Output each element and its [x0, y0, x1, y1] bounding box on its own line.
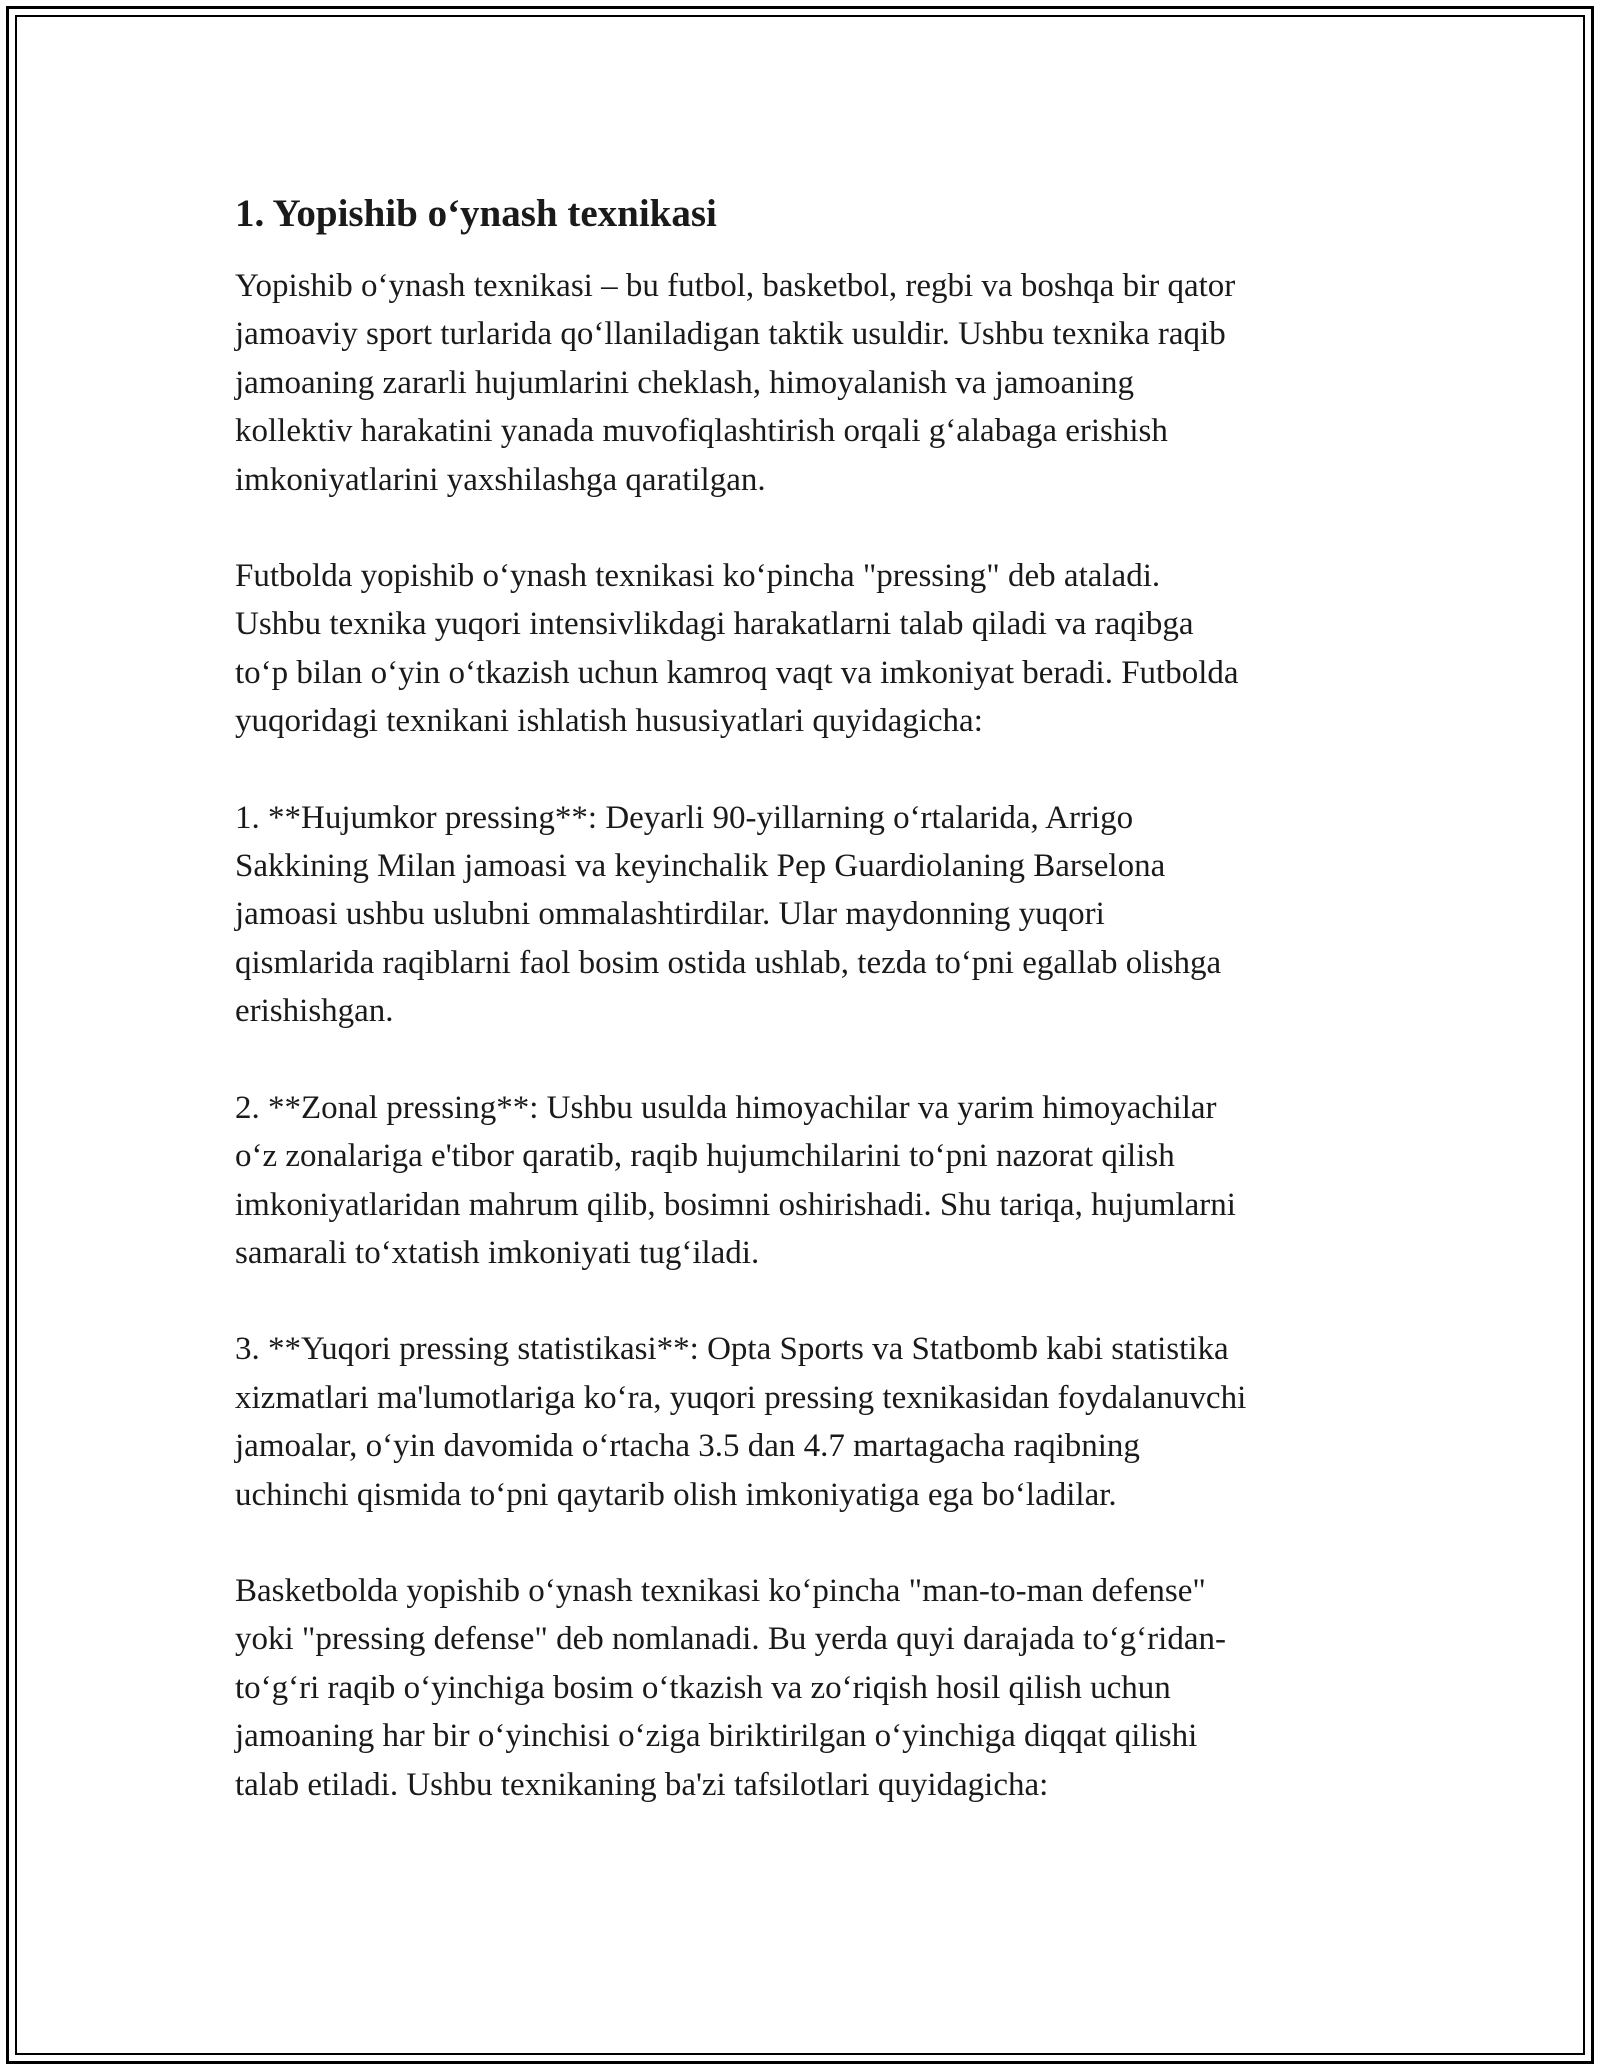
- football-pressing-paragraph: Futbolda yopishib o‘ynash texnikasi ko‘pincha "pressing" deb ataladi. Ushbu texnika yuqori intensivlikdagi harakatlarni talab qiladi va raqibga to‘p bilan o‘yin o‘tkazish uchun kamroq vaqt va imkoniyat beradi. Futbolda yuqoridagi texnikani ishlatish hususiyatlari quyidagicha:: [235, 558, 1239, 740]
- list-item-offensive-pressing: 1. **Hujumkor pressing**: Deyarli 90-yillarning o‘rtalarida, Arrigo Sakkining Milan jamoasi va keyinchalik Pep Guardiolaning Barselona jamoasi ushbu uslubni ommalashtirdilar. Ular maydonning yuqori qismlarida raqiblarni faol bosim ostida ushlab, tezda to‘pni egallab olishga erishishgan.: [235, 799, 1222, 1030]
- intro-paragraph: Yopishib o‘ynash texnikasi – bu futbol, basketbol, regbi va boshqa bir qator jamoaviy sport turlarida qo‘llaniladigan taktik usuldir. Ushbu texnika raqib jamoaning zararli hujumlarini cheklash, himoyalanish va jamoaning kollektiv harakatini yanada muvofiqlashtirish orqali g‘alabaga erishish imkoniyatlarini yaxshilashga qaratilgan.: [235, 268, 1236, 498]
- list-item-zonal-pressing: 2. **Zonal pressing**: Ushbu usulda himoyachilar va yarim himoyachilar o‘z zonalariga e'tibor qaratib, raqib hujumchilarini to‘pni nazorat qilish imkoniyatlaridan mahrum qilib, bosimni oshirishadi. Shu tariqa, hujumlarni samarali to‘xtatish imkoniyati tug‘iladi.: [235, 1089, 1236, 1271]
- document-body: [235, 188, 1365, 1857]
- section-heading: 1. Yopishib o‘ynash texnikasi: [235, 192, 717, 235]
- list-item-pressing-statistics: 3. **Yuqori pressing statistikasi**: Opta Sports va Statbomb kabi statistika xizmatlari ma'lumotlariga ko‘ra, yuqori pressing texnikasidan foydalanuvchi jamoalar, o‘yin davomida o‘rtacha 3.5 dan 4.7 martagacha raqibning uchinchi qismida to‘pni qaytarib olish imkoniyatiga ega bo‘ladilar.: [235, 1331, 1247, 1513]
- basketball-paragraph: Basketbolda yopishib o‘ynash texnikasi ko‘pincha "man-to-man defense" yoki "pressing defense" deb nomlanadi. Bu yerda quyi darajada to‘g‘ridan- to‘g‘ri raqib o‘yinchiga bosim o‘tkazish va zo‘riqish hosil qilish uchun jamoaning har bir o‘yinchisi o‘ziga biriktirilgan o‘yinchiga diqqat qilishi talab etiladi. Ushbu texnikaning ba'zi tafsilotlari quyidagicha:: [235, 1572, 1226, 1803]
